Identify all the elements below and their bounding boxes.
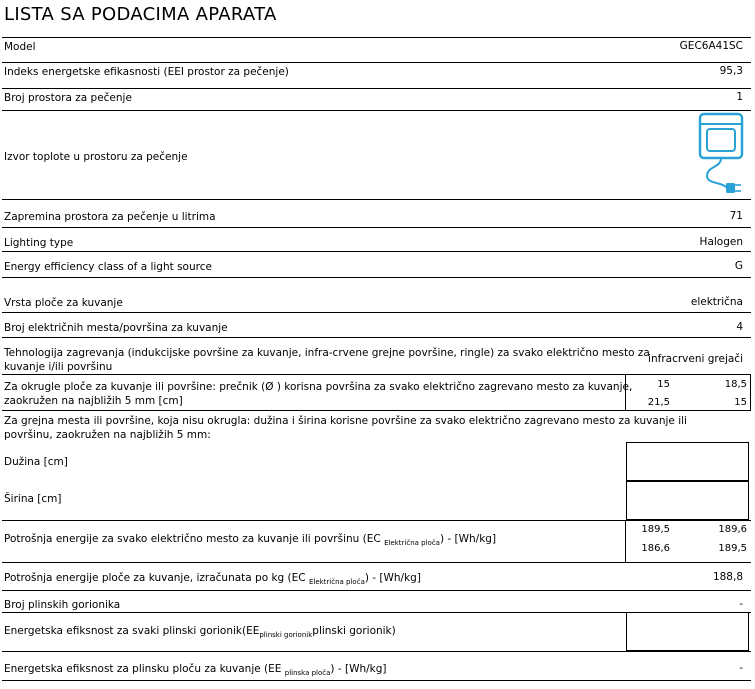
divider [2, 88, 751, 89]
cavities-label: Broj prostora za pečenje [4, 92, 132, 104]
gas-eff-label: Energetska efiksnost za svaki plinski $gorionik(EE_{plinski gorionik}plinski$ gorionik) [4, 625, 396, 639]
divider [2, 590, 751, 591]
cell-divider [750, 374, 751, 410]
model-value: GEC6A41SC [679, 40, 743, 52]
divider [2, 651, 751, 652]
divider [2, 337, 751, 338]
divider [2, 312, 751, 313]
page-title: LISTA SA PODACIMA APARATA [4, 4, 277, 25]
eei-value: 95,3 [719, 65, 743, 77]
tech-label-line2: kuvanje i/ili površinu [4, 361, 113, 373]
divider [2, 199, 751, 200]
gas-hob-eff-label: Energetska efiksnost za plinsku ploču za kuvanje (EE $_{plinska ploča}$) - [Wh/kg] [4, 663, 387, 677]
lighting-value: Halogen [699, 236, 743, 248]
divider [2, 680, 751, 681]
gas-burners-value: - [739, 598, 743, 610]
round-value: 15 [734, 397, 747, 408]
ec-hob-value: 188,8 [712, 571, 743, 583]
round-value: 21,5 [647, 397, 670, 408]
length-value-cell [626, 442, 749, 481]
width-label: Širina [cm] [4, 493, 62, 505]
ec-zone-label: Potrošnja energije za svako električno mesto za kuvanje ili površinu (EC $_{Električna ploča}$) - [Wh/kg] [4, 533, 497, 547]
round-value: 15 [657, 379, 670, 390]
electric-oven-icon [697, 112, 747, 202]
divider [2, 62, 751, 63]
divider [2, 37, 751, 38]
round-label-line1: Za okrugle ploče za kuvanje ili površine: prečnik (Ø ) korisna površina za svako električno zagrevano mesto za kuvanje, [4, 381, 633, 393]
lighting-label: Lighting type [4, 237, 74, 249]
gas-burners-label: Broj plinskih gorionika [4, 599, 121, 611]
divider [2, 251, 751, 252]
divider [2, 110, 751, 111]
ec-hob-label: Potrošnja energije ploče za kuvanje, izračunata po kg (EC $_{Električna ploča}$) - [Wh/kg] [4, 572, 421, 586]
cavities-value: 1 [736, 91, 743, 103]
round-value: 18,5 [724, 379, 747, 390]
zones-label: Broj električnih mesta/površina za kuvanje [4, 322, 228, 334]
nonround-label-line2: površinu, zaokružen na najbližih 5 mm: [4, 429, 211, 441]
hob-type-value: električna [690, 296, 743, 308]
ec-zone-value: 186,6 [641, 543, 670, 554]
divider [2, 227, 751, 228]
divider [2, 277, 751, 278]
tech-value: infracrveni grejači [648, 353, 743, 365]
ec-zone-value: 189,5 [641, 524, 670, 535]
divider [2, 562, 751, 563]
light-class-value: G [734, 260, 743, 272]
heat-source-label: Izvor toplote u prostoru za pečenje [4, 151, 188, 163]
nonround-label-line1: Za grejna mesta ili površine, koja nisu okrugla: dužina i širina korisne površine za svako električno zagrevano mesto za kuvanje ili [4, 415, 687, 427]
ec-zone-value: 189,5 [718, 543, 747, 554]
divider [2, 520, 751, 521]
divider [2, 374, 751, 375]
volume-value: 71 [729, 210, 743, 222]
width-value-cell [626, 481, 749, 520]
volume-label: Zapremina prostora za pečenje u litrima [4, 211, 216, 223]
hob-type-label: Vrsta ploče za kuvanje [4, 297, 123, 309]
model-label: Model [4, 41, 36, 53]
divider [2, 410, 751, 411]
gas-eff-value-cell [626, 612, 749, 651]
gas-hob-eff-value: - [739, 662, 743, 674]
light-class-label: Energy efficiency class of a light source [4, 261, 212, 273]
length-label: Dužina [cm] [4, 456, 68, 468]
ec-zone-value: 189,6 [718, 524, 747, 535]
zones-value: 4 [736, 321, 743, 333]
round-label-line2: zaokružen na najbližih 5 mm [cm] [4, 395, 183, 407]
tech-label-line1: Tehnologija zagrevanja (indukcijske površine za kuvanje, infra-crvene grejne površine, ringle) za svako električno mesto za [4, 347, 650, 359]
eei-label: Indeks energetske efikasnosti (EEI prostor za pečenje) [4, 66, 289, 78]
